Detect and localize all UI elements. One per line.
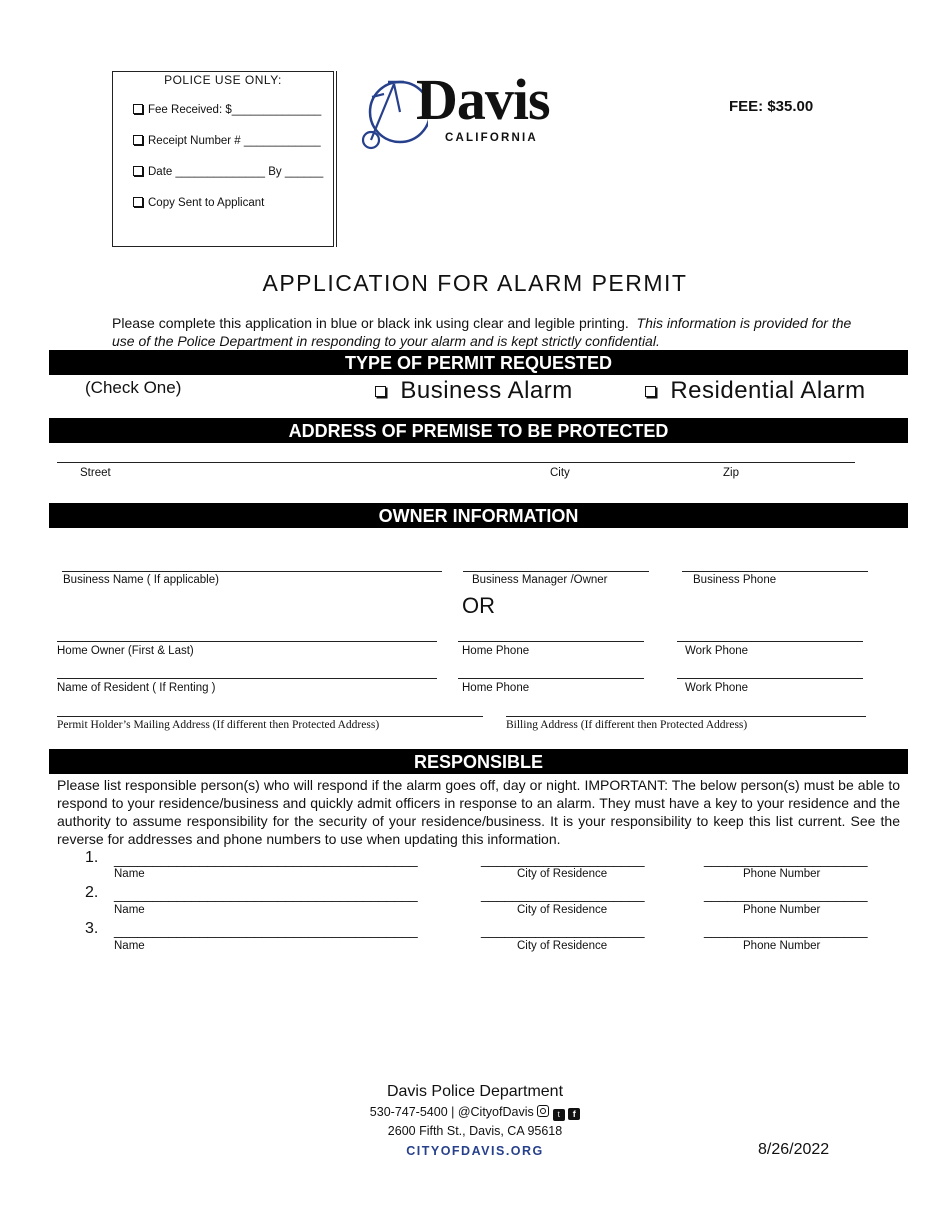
residential-alarm-checkbox[interactable] bbox=[645, 386, 656, 397]
phone-label-2: Phone Number bbox=[743, 904, 821, 916]
fee-label: FEE: $35.00 bbox=[729, 98, 814, 115]
billing-address-label: Billing Address (If different then Protected Address) bbox=[506, 719, 748, 731]
footer-contact: 530-747-5400 | @CityofDavis t f bbox=[300, 1105, 650, 1121]
name-label-2: Name bbox=[114, 904, 145, 916]
responsible-phone-field-1[interactable]: _____________________ bbox=[704, 851, 868, 867]
responsible-paragraph: Please list responsible person(s) who will respond if the alarm goes off, day or night. IMPORTANT: The below person(s) must be able to respond to your residence/business and quickly admit officers in response to an alarm. They must have a key to your residence and the authority to assume responsibility for the security of your residence/business. It is your responsibility to keep this list current. See the reverse for addresses and phone numbers to use when updating this information. bbox=[57, 777, 900, 847]
resident-line[interactable] bbox=[57, 678, 437, 679]
street-label: Street bbox=[80, 467, 111, 479]
responsible-name-field-1[interactable]: _______________________________________ bbox=[114, 851, 418, 867]
date-by-field: Date ______________ By ______ bbox=[133, 166, 323, 178]
logo-wordmark: Davis bbox=[416, 67, 550, 132]
responsible-name-field-3[interactable]: _______________________________________ bbox=[114, 922, 418, 938]
section-header-responsible: RESPONSIBLE bbox=[49, 749, 908, 774]
checkbox-icon bbox=[133, 166, 143, 176]
residential-alarm-option[interactable]: Residential Alarm bbox=[645, 377, 866, 405]
city-label: City bbox=[550, 467, 570, 479]
resident-label: Name of Resident ( If Renting ) bbox=[57, 682, 216, 694]
business-manager-line[interactable] bbox=[463, 571, 649, 572]
receipt-number-field: Receipt Number # ____________ bbox=[133, 135, 321, 147]
responsible-phone-field-3[interactable]: _____________________ bbox=[704, 922, 868, 938]
copy-sent-field: Copy Sent to Applicant bbox=[133, 197, 264, 209]
zip-label: Zip bbox=[723, 467, 739, 479]
footer-department: Davis Police Department bbox=[386, 1083, 564, 1100]
responsible-city-field-3[interactable]: _____________________ bbox=[481, 922, 645, 938]
fee-received-field: Fee Received: $______________ bbox=[133, 104, 321, 116]
footer-website[interactable]: CITYOFDAVIS.ORG bbox=[406, 1144, 544, 1158]
billing-address-line[interactable] bbox=[506, 716, 866, 717]
work-phone-line-2[interactable] bbox=[677, 678, 863, 679]
home-phone-label-1: Home Phone bbox=[462, 645, 530, 657]
responsible-name-field-2[interactable]: _______________________________________ bbox=[114, 886, 418, 902]
checkbox-icon bbox=[133, 135, 143, 145]
check-one-label: (Check One) bbox=[85, 378, 182, 397]
mailing-address-label: Permit Holder’s Mailing Address (If different then Protected Address) bbox=[57, 719, 380, 731]
home-phone-line-2[interactable] bbox=[458, 678, 644, 679]
phone-label-1: Phone Number bbox=[743, 868, 821, 880]
business-name-label: Business Name ( If applicable) bbox=[63, 574, 219, 586]
row-number-1: 1. bbox=[85, 849, 99, 866]
revision-date: 8/26/2022 bbox=[758, 1141, 830, 1158]
home-phone-label-2: Home Phone bbox=[462, 682, 530, 694]
home-owner-line[interactable] bbox=[57, 641, 437, 642]
section-header-address: ADDRESS OF PREMISE TO BE PROTECTED bbox=[49, 418, 908, 443]
business-alarm-checkbox[interactable] bbox=[375, 386, 386, 397]
section-header-permit-type: TYPE OF PERMIT REQUESTED bbox=[49, 350, 908, 375]
phone-label-3: Phone Number bbox=[743, 940, 821, 952]
instagram-icon[interactable] bbox=[537, 1105, 549, 1117]
logo-state: CALIFORNIA bbox=[445, 132, 538, 144]
business-phone-line[interactable] bbox=[682, 571, 868, 572]
address-line[interactable] bbox=[57, 462, 855, 463]
police-use-title: POLICE USE ONLY: bbox=[164, 73, 282, 87]
business-name-line[interactable] bbox=[62, 571, 442, 572]
mailing-address-line[interactable] bbox=[57, 716, 483, 717]
police-use-box bbox=[112, 71, 334, 247]
city-label-1: City of Residence bbox=[517, 868, 608, 880]
home-phone-line-1[interactable] bbox=[458, 641, 644, 642]
work-phone-line-1[interactable] bbox=[677, 641, 863, 642]
responsible-city-field-1[interactable]: _____________________ bbox=[481, 851, 645, 867]
city-of-davis-logo bbox=[358, 67, 568, 154]
business-alarm-option[interactable]: Business Alarm bbox=[375, 377, 573, 405]
section-header-owner: OWNER INFORMATION bbox=[49, 503, 908, 528]
city-label-2: City of Residence bbox=[517, 904, 608, 916]
responsible-phone-field-2[interactable]: _____________________ bbox=[704, 886, 868, 902]
business-manager-label: Business Manager /Owner bbox=[472, 574, 608, 586]
or-divider: OR bbox=[462, 593, 495, 618]
page-title: APPLICATION FOR ALARM PERMIT bbox=[262, 270, 688, 296]
name-label-1: Name bbox=[114, 868, 145, 880]
work-phone-label-1: Work Phone bbox=[685, 645, 749, 657]
twitter-icon[interactable]: t bbox=[553, 1109, 565, 1121]
intro-paragraph: Please complete this application in blue or black ink using clear and legible printing. This information is provided for the use of the Police Department in responding to your alarm and is kept strictly confidential. bbox=[112, 315, 852, 349]
row-number-2: 2. bbox=[85, 884, 99, 901]
responsible-city-field-2[interactable]: _____________________ bbox=[481, 886, 645, 902]
business-phone-label: Business Phone bbox=[693, 574, 777, 586]
name-label-3: Name bbox=[114, 940, 145, 952]
facebook-icon[interactable]: f bbox=[568, 1108, 580, 1120]
checkbox-icon bbox=[133, 104, 143, 114]
checkbox-icon bbox=[133, 197, 143, 207]
city-label-3: City of Residence bbox=[517, 940, 608, 952]
work-phone-label-2: Work Phone bbox=[685, 682, 749, 694]
footer-address: 2600 Fifth St., Davis, CA 95618 bbox=[387, 1124, 563, 1138]
home-owner-label: Home Owner (First & Last) bbox=[57, 645, 194, 657]
row-number-3: 3. bbox=[85, 920, 99, 937]
